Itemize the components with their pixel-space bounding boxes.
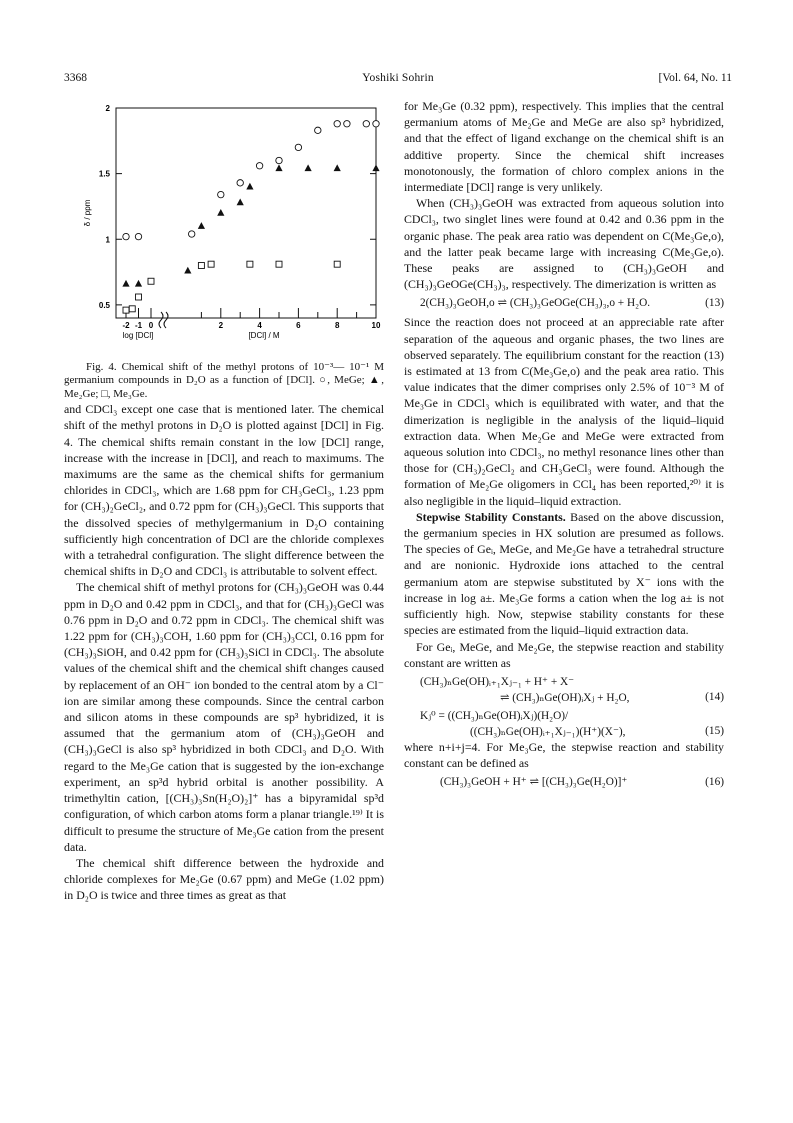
data-point-me2ge [275, 164, 282, 171]
equation-13-body: 2(CH₃)₃GeOH,o ⇌ (CH₃)₃GeOGe(CH₃)₃,o + H₂O. [420, 297, 651, 310]
x-axis-label-log: log [DCl] [122, 331, 154, 340]
volume-info: [Vol. 64, No. 11 [658, 72, 732, 84]
right-paragraph-5: For Geᵢ, MeGe, and Me₂Ge, the stepwise reaction and stability constant are written as [404, 639, 724, 670]
equation-16-number: (16) [705, 776, 724, 789]
equation-15-line-2: ((CH₃)ₙGe(OH)ᵢ₊₁Xⱼ₋₁)(H⁺)(X⁻), [470, 725, 626, 738]
right-column [404, 98, 724, 793]
axis-break-mark [159, 312, 163, 328]
y-tick-label: 1 [105, 235, 110, 245]
axis-break-mark [164, 312, 168, 328]
equation-15 [404, 705, 724, 739]
left-paragraph-2: The chemical shift of methyl protons for (CH₃)₃GeOH was 0.44 ppm in D₂O and 0.42 ppm in CDCl₃, and that for (CH₃)₃GeCl was 0.76 ppm in D₂O and 0.72 ppm in CDCl₃. The chemical shift was 1.22 ppm for (CH₃)₃COH, 1.60 ppm for (CH₃)₃CCl, 0.16 ppm for (CH₃)₃SiOH, and 0.42 ppm for (CH₃)₃SiCl in CDCl₃. The absolute values of the chemical shift and the chemical shift changes caused by replacement of an OH⁻ ion bonded to the central atom by a Cl⁻ ion are similar among these compounds. Since the central carbon and silicon atoms in these compounds are sp³ hybridized, it is assumed that the germanium atom of (CH₃)₃GeOH and (CH₃)₃GeCl is also sp³ hybridized in both CDCl₃ and D₂O. With regard to the Me₃Ge cation that is suggested by the ion-exchange experiment, an sp³d hybrid orbital is another possibility. A trimethyltin cation, [(CH₃)₃Sn(H₂O)₂]⁺ has a bipyramidal sp³d configuration, of which carbon atoms form a planar triangle.¹⁹⁾ It is difficult to presume the structure of Me₃Ge cation from the present data. [64, 580, 384, 854]
x-tick-label: -1 [134, 321, 143, 330]
x-tick-label: 2 [218, 321, 224, 330]
data-point-me3ge [247, 261, 253, 267]
equation-13 [404, 292, 724, 314]
equation-14-line-2: ⇌ (CH₃)ₙGe(OH)ᵢXⱼ + H₂O, [500, 691, 630, 704]
x-axis-label-linear: [DCl] / M [248, 331, 280, 340]
figure-caption [64, 361, 384, 401]
data-point-me2ge [372, 164, 379, 171]
data-point-me2ge [305, 164, 312, 171]
right-paragraph-1: for Me₃Ge (0.32 ppm), respectively. This implies that the central germanium atoms of Me₂Ge and MeGe are also sp³ hybridized, and that the effect of ligand exchange on the chemical shift is an additive property. Since the chemical shift increases monotonously, the formation of chloro complex anions in the intermediate [DCl] range is very unlikely. [404, 99, 724, 195]
data-point-me3ge [136, 294, 142, 300]
section-heading: Stepwise Stability Constants. [416, 509, 566, 524]
data-point-mege [363, 121, 369, 127]
data-point-me3ge [276, 261, 282, 267]
page-number: 3368 [64, 72, 87, 84]
x-tick-label: 8 [334, 321, 340, 330]
equation-16 [404, 771, 724, 793]
y-tick-label: 2 [105, 104, 110, 113]
data-point-mege [373, 121, 379, 127]
x-tick-label: 0 [148, 321, 154, 330]
data-point-me3ge [123, 307, 129, 313]
equation-13-number: (13) [705, 297, 724, 310]
left-paragraph-1: and CDCl₃ except one case that is mentioned later. The chemical shift of the methyl protons in D₂O is plotted against [DCl] in Fig. 4. The chemical shifts remain constant in the low [DCl] range, increase with the increase in [DCl], and reach to maximums. The maximums are the same as the chemical shifts for germanium chlorides in CDCl₃, which are 1.68 ppm for CH₃GeCl₃, 1.23 ppm for (CH₃)₂GeCl₂, and 0.72 ppm for (CH₃)₃GeCl. This supports that the dissolved species of methylgermanium in D₂O containing sufficiently high concentration of DCl are the chloride complexes with a tetrahedral configuration. The slight difference between the chemical shifts in D₂O and CDCl₃ is attributable to solvent effect. [64, 402, 384, 579]
data-point-mege [344, 121, 350, 127]
figure-4 [64, 98, 384, 353]
equation-14 [404, 671, 724, 705]
x-tick-label: 6 [296, 321, 301, 330]
data-point-me2ge [217, 209, 224, 216]
data-point-mege [295, 144, 301, 150]
y-tick-label: 1.5 [98, 169, 110, 179]
equation-15-number: (15) [705, 724, 724, 737]
chemical-shift-chart [64, 98, 384, 353]
right-paragraph-4 [404, 509, 724, 639]
right-paragraph-6: where n+i+j=4. For Me₃Ge, the stepwise reaction and stability constant can be defined as [404, 739, 724, 771]
data-point-me2ge [246, 183, 253, 190]
data-point-mege [123, 233, 129, 239]
data-point-me2ge [135, 280, 142, 287]
data-point-me3ge [198, 263, 204, 269]
data-point-mege [334, 121, 340, 127]
data-point-mege [237, 180, 243, 186]
right-paragraph-2: When (CH₃)₃GeOH was extracted from aqueous solution into CDCl₃, two singlet lines were found at 0.42 and 0.36 ppm in the organic phase. The peak area ratio was dependent on C(Me₃Ge,o), and the latter peak became large with increasing C(Me₃Ge,o). These peaks are assigned to (CH₃)₃GeOH and (CH₃)₃GeOGe(CH₃)₃, respectively. The dimerization is written as [404, 196, 724, 292]
plot-frame [116, 108, 376, 318]
y-axis-label: δ / ppm [83, 199, 92, 227]
data-point-me3ge [208, 261, 214, 267]
data-point-me3ge [148, 278, 154, 284]
x-tick-label: 4 [257, 321, 262, 330]
equation-14-number: (14) [705, 690, 724, 703]
data-point-me3ge [129, 306, 135, 312]
data-point-mege [135, 233, 141, 239]
data-point-me3ge [334, 261, 340, 267]
data-point-mege [276, 157, 282, 163]
data-point-me2ge [334, 164, 341, 171]
data-point-me2ge [198, 222, 205, 229]
caption-label: Fig. 4. [86, 361, 117, 373]
data-point-mege [256, 163, 262, 169]
data-point-me2ge [122, 280, 129, 287]
caption-text: Chemical shift of the methyl protons of 10⁻³— 10⁻¹ M germanium compounds in D₂O as a function of [DCl]. ○, MeGe; ▲, Me₂Ge; □, Me₃Ge. [64, 361, 384, 400]
data-point-mege [315, 127, 321, 133]
data-point-me2ge [237, 199, 244, 206]
left-column [64, 98, 384, 904]
page-header [64, 72, 732, 88]
x-tick-label: 10 [371, 321, 381, 330]
equation-16-body: (CH₃)₃GeOH + H⁺ ⇌ [(CH₃)₃Ge(H₂O)]⁺ [440, 776, 628, 789]
equation-14-line-1: (CH₃)ₙGe(OH)ᵢ₊₁Xⱼ₋₁ + H⁺ + X⁻ [420, 675, 575, 688]
equation-15-line-1: Kⱼ⁰ = ((CH₃)ₙGe(OH)ᵢXⱼ)(H₂O)/ [420, 709, 569, 722]
right-paragraph-3: Since the reaction does not proceed at an appreciable rate after separation of the aqueous and organic phases, the two lines are observed separately. The equilibrium constant for the reaction (13) is estimated at 13 from C(Me₃Ge,o) and the peak area ratio. This value indicates that the dimer comprises only 2.5% of 10⁻³ M of Me₃Ge in CDCl₃ which is equilibrated with water, and that the dimerization is negligible in the analysis of the liquid–liquid extraction data. When Me₂Ge and MeGe were extracted from aqueous solution into CDCl₃, no methyl resonance lines other than those for (CH₃)₂GeCl₂ and CH₃GeCl₃ were found. Although the formation of Me₂Ge oligomers in CCl₄ has been reported,²⁰⁾ it is also negligible in the liquid–liquid extraction. [404, 315, 724, 508]
x-tick-label: -2 [122, 321, 130, 330]
running-author: Yoshiki Sohrin [362, 72, 434, 84]
data-point-mege [189, 231, 195, 237]
left-paragraph-3: The chemical shift difference between the hydroxide and chloride complexes for Me₂Ge (0.67 ppm) and MeGe (1.02 ppm) in D₂O is twice and three times as great as that [64, 855, 384, 903]
data-point-mege [218, 191, 224, 197]
data-point-me2ge [184, 267, 191, 274]
y-tick-label: 0.5 [98, 300, 110, 310]
right-paragraph-4-text: Based on the above discussion, the germanium species in HX solution are presumed as follows. The species of Geᵢ, MeGe, and Me₂Ge have a tetrahedral structure and are nonionic. Hydroxide ions attached to the central germanium atom are stepwise substituted by X⁻ ions with the increase in log a±. Me₃Ge forms a cation when the log a± is not sufficiently high. Now, stepwise stability constants for these species are estimated from the liquid–liquid extraction data. [404, 509, 724, 638]
